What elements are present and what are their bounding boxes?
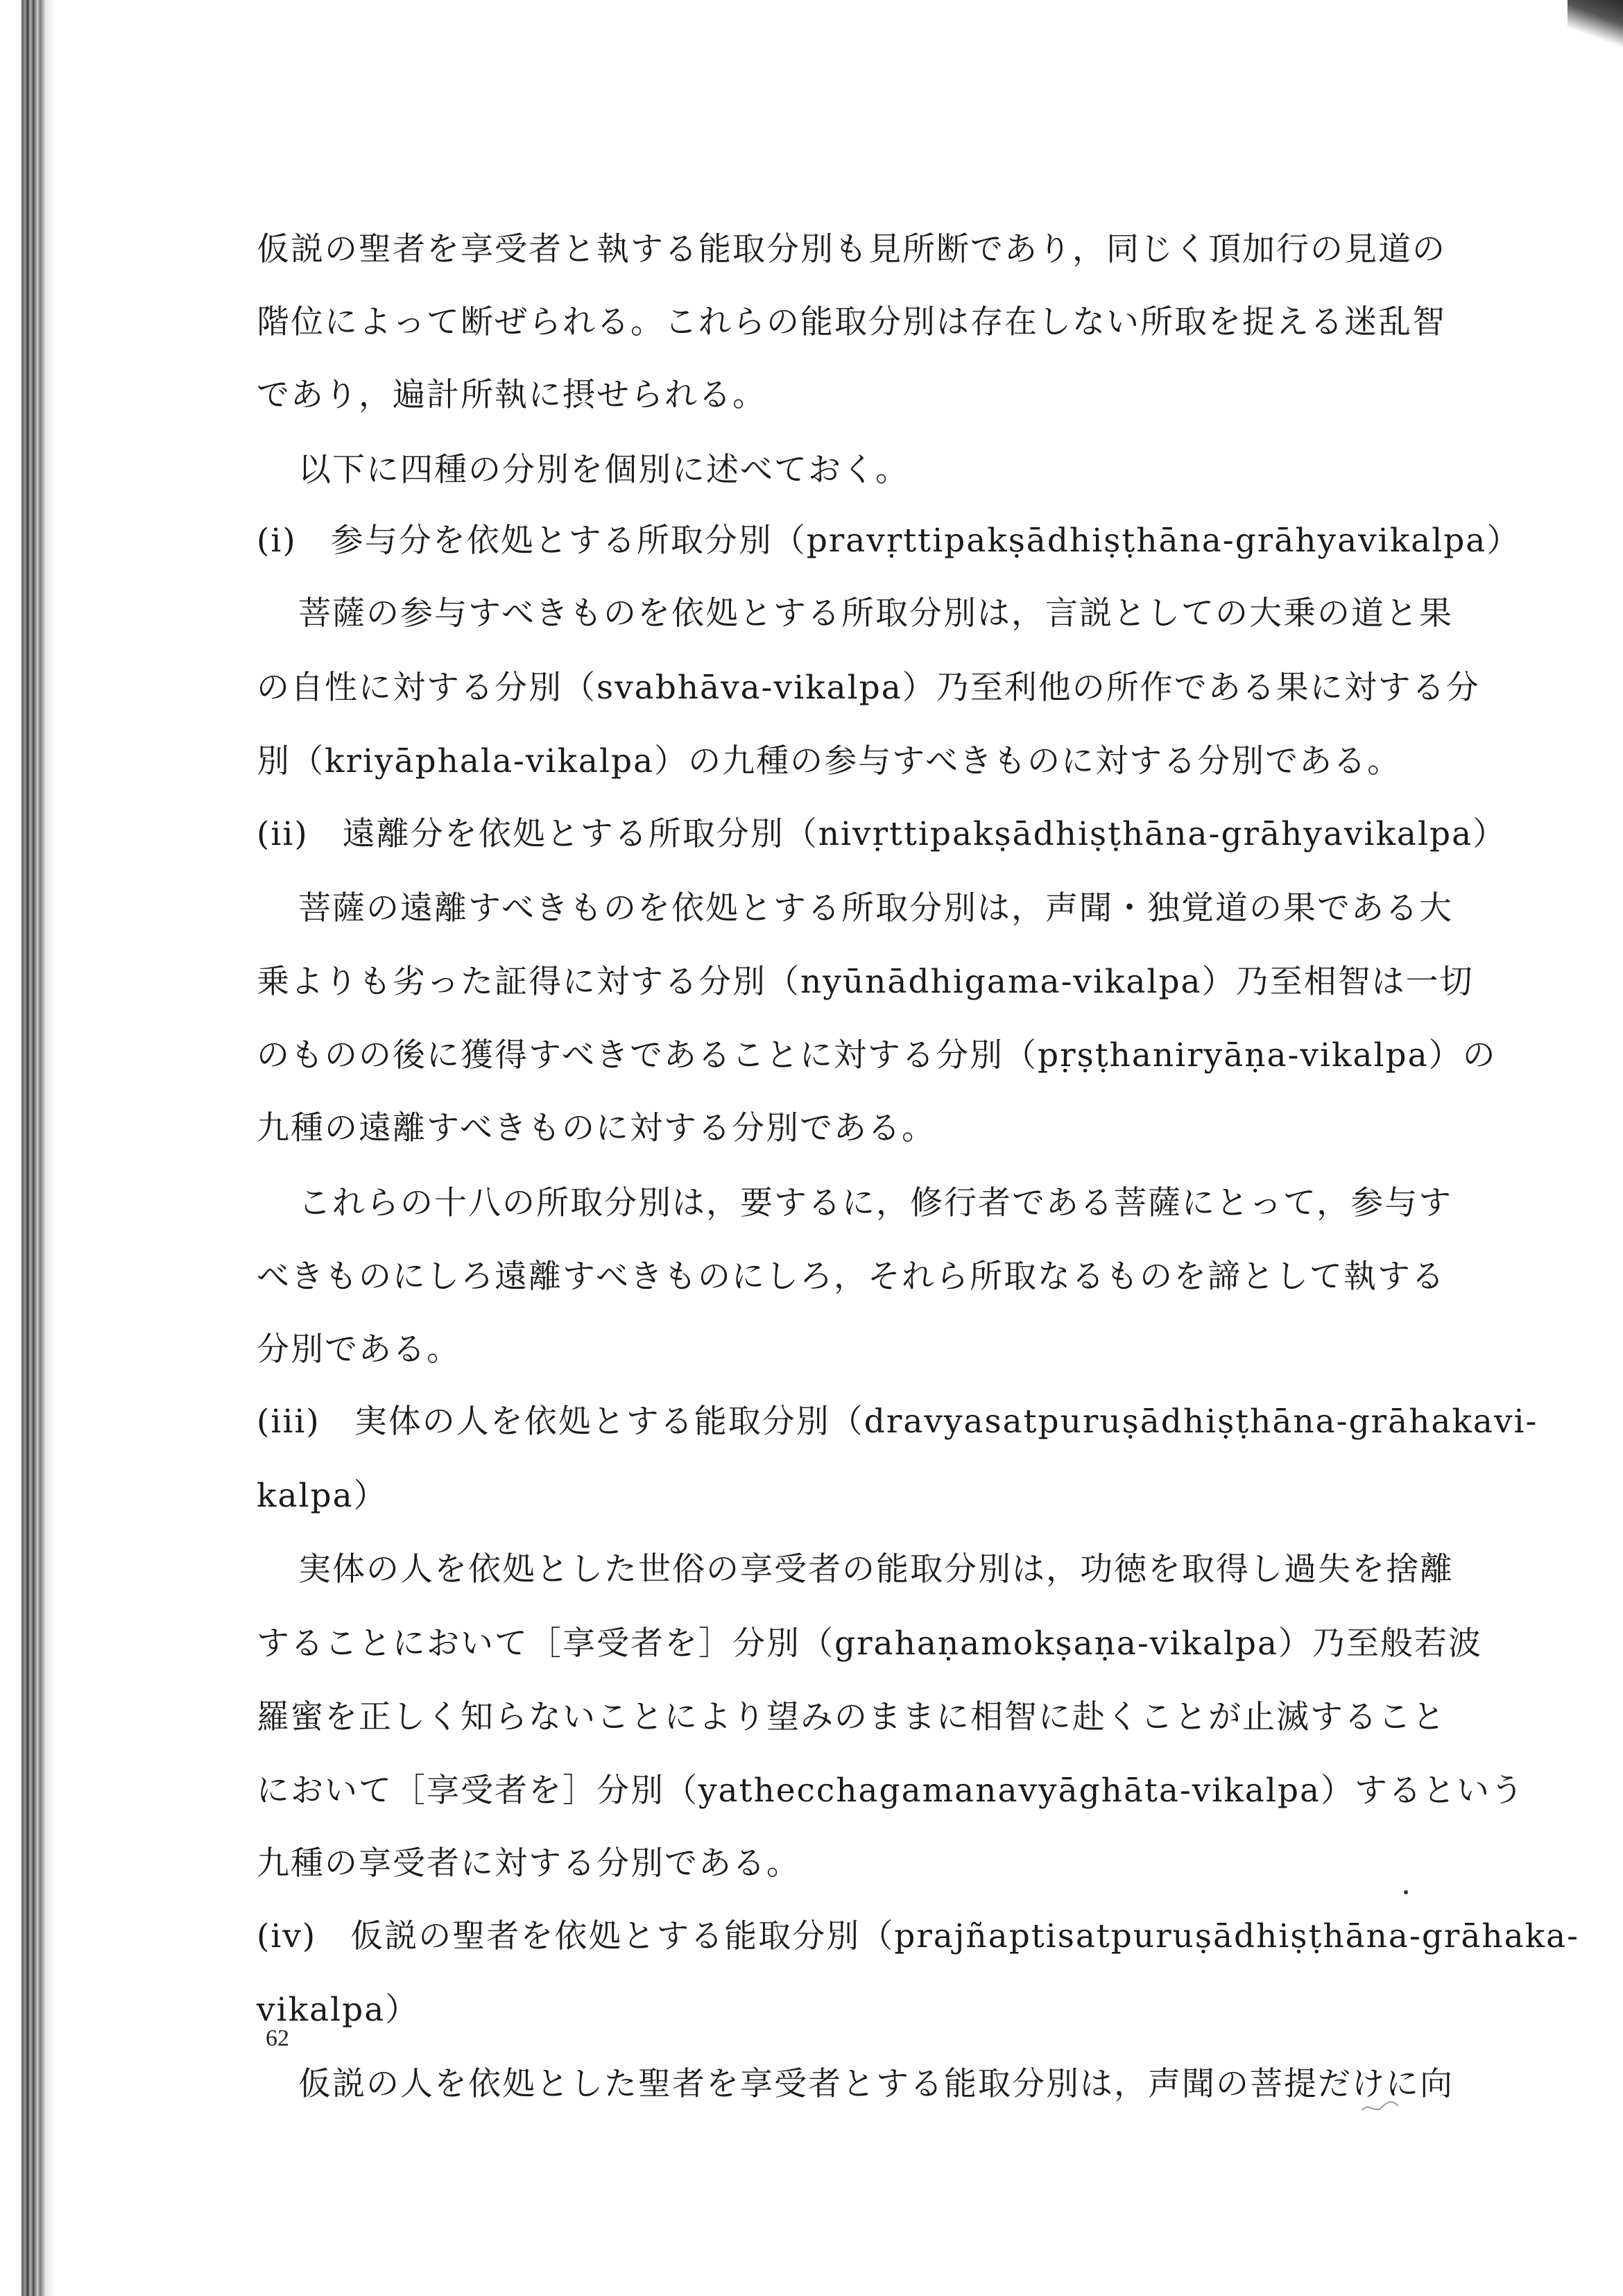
text-line: 仮説の聖者を享受者と執する能取分別も見所断であり，同じく頂加行の見道の	[257, 230, 1446, 268]
text-line: において［享受者を］分別（yathecchagamanavyāghāta-vikalpa）するという	[257, 1772, 1525, 1810]
text-line: の自性に対する分別（svabhāva-vikalpa）乃至利他の所作である果に対する分	[257, 669, 1480, 707]
text-line: 以下に四種の分別を個別に述べておく。	[298, 451, 910, 489]
text-line: のものの後に獲得すべきであることに対する分別（pṛṣṭhaniryāṇa-vikalpa）の	[257, 1036, 1497, 1074]
text-line: 階位によって断ぜられる。これらの能取分別は存在しない所取を捉える迷乱智	[257, 303, 1446, 341]
section-heading-i: (i) 参与分を依処とする所取分別（pravṛttipakṣādhiṣṭhāna-grāhyavikalpa）	[257, 522, 1521, 560]
text-line: することにおいて［享受者を］分別（grahaṇamokṣaṇa-vikalpa）乃至般若波	[257, 1625, 1483, 1663]
text-line: 菩薩の遠離すべきものを依処とする所取分別は，声聞・独覚道の果である大	[298, 889, 1454, 927]
text-line: 乗よりも劣った証得に対する分別（nyūnādhigama-vikalpa）乃至相智は一切	[257, 963, 1474, 1001]
text-line: べきものにしろ遠離すべきものにしろ，それら所取なるものを諦として執する	[257, 1258, 1446, 1296]
text-line: これらの十八の所取分別は，要するに，修行者である菩薩にとって，参与す	[298, 1184, 1453, 1222]
text-line: kalpa）	[257, 1477, 388, 1515]
book-binding-shadow	[0, 0, 55, 2296]
pencil-scribble	[1359, 2095, 1401, 2116]
text-line: 分別である。	[257, 1330, 461, 1369]
text-line: 実体の人を依処とした世俗の享受者の能取分別は，功徳を取得し過失を捨離	[298, 1550, 1454, 1588]
text-line: 九種の享受者に対する分別である。	[257, 1844, 800, 1883]
text-line: 仮説の人を依処とした聖者を享受者とする能取分別は，声聞の菩提だけに向	[298, 2065, 1454, 2103]
page-number: 62	[266, 2025, 289, 2051]
text-line: vikalpa）	[257, 1991, 420, 2029]
section-heading-ii: (ii) 遠離分を依処とする所取分別（nivṛttipakṣādhiṣṭhāna-grāhyavikalpa）	[257, 815, 1507, 853]
text-line: であり，遍計所執に摂せられる。	[257, 376, 766, 414]
section-heading-iii: (iii) 実体の人を依処とする能取分別（dravyasatpuruṣādhiṣṭhāna-grāhakavi-	[257, 1403, 1538, 1441]
scan-corner-mark	[1568, 0, 1623, 49]
text-line: 菩薩の参与すべきものを依処とする所取分別は，言説としての大乗の道と果	[298, 594, 1454, 633]
section-heading-iv: (iv) 仮説の聖者を依処とする能取分別（prajñaptisatpuruṣādhiṣṭhāna-grāhaka-	[257, 1917, 1580, 1955]
text-line: 羅蜜を正しく知らないことにより望みのままに相智に赴くことが止滅すること	[257, 1698, 1446, 1736]
ink-speck	[1404, 1890, 1408, 1894]
text-line: 別（kriyāphala-vikalpa）の九種の参与すべきものに対する分別である。	[257, 742, 1402, 780]
text-line: 九種の遠離すべきものに対する分別である。	[257, 1109, 936, 1147]
